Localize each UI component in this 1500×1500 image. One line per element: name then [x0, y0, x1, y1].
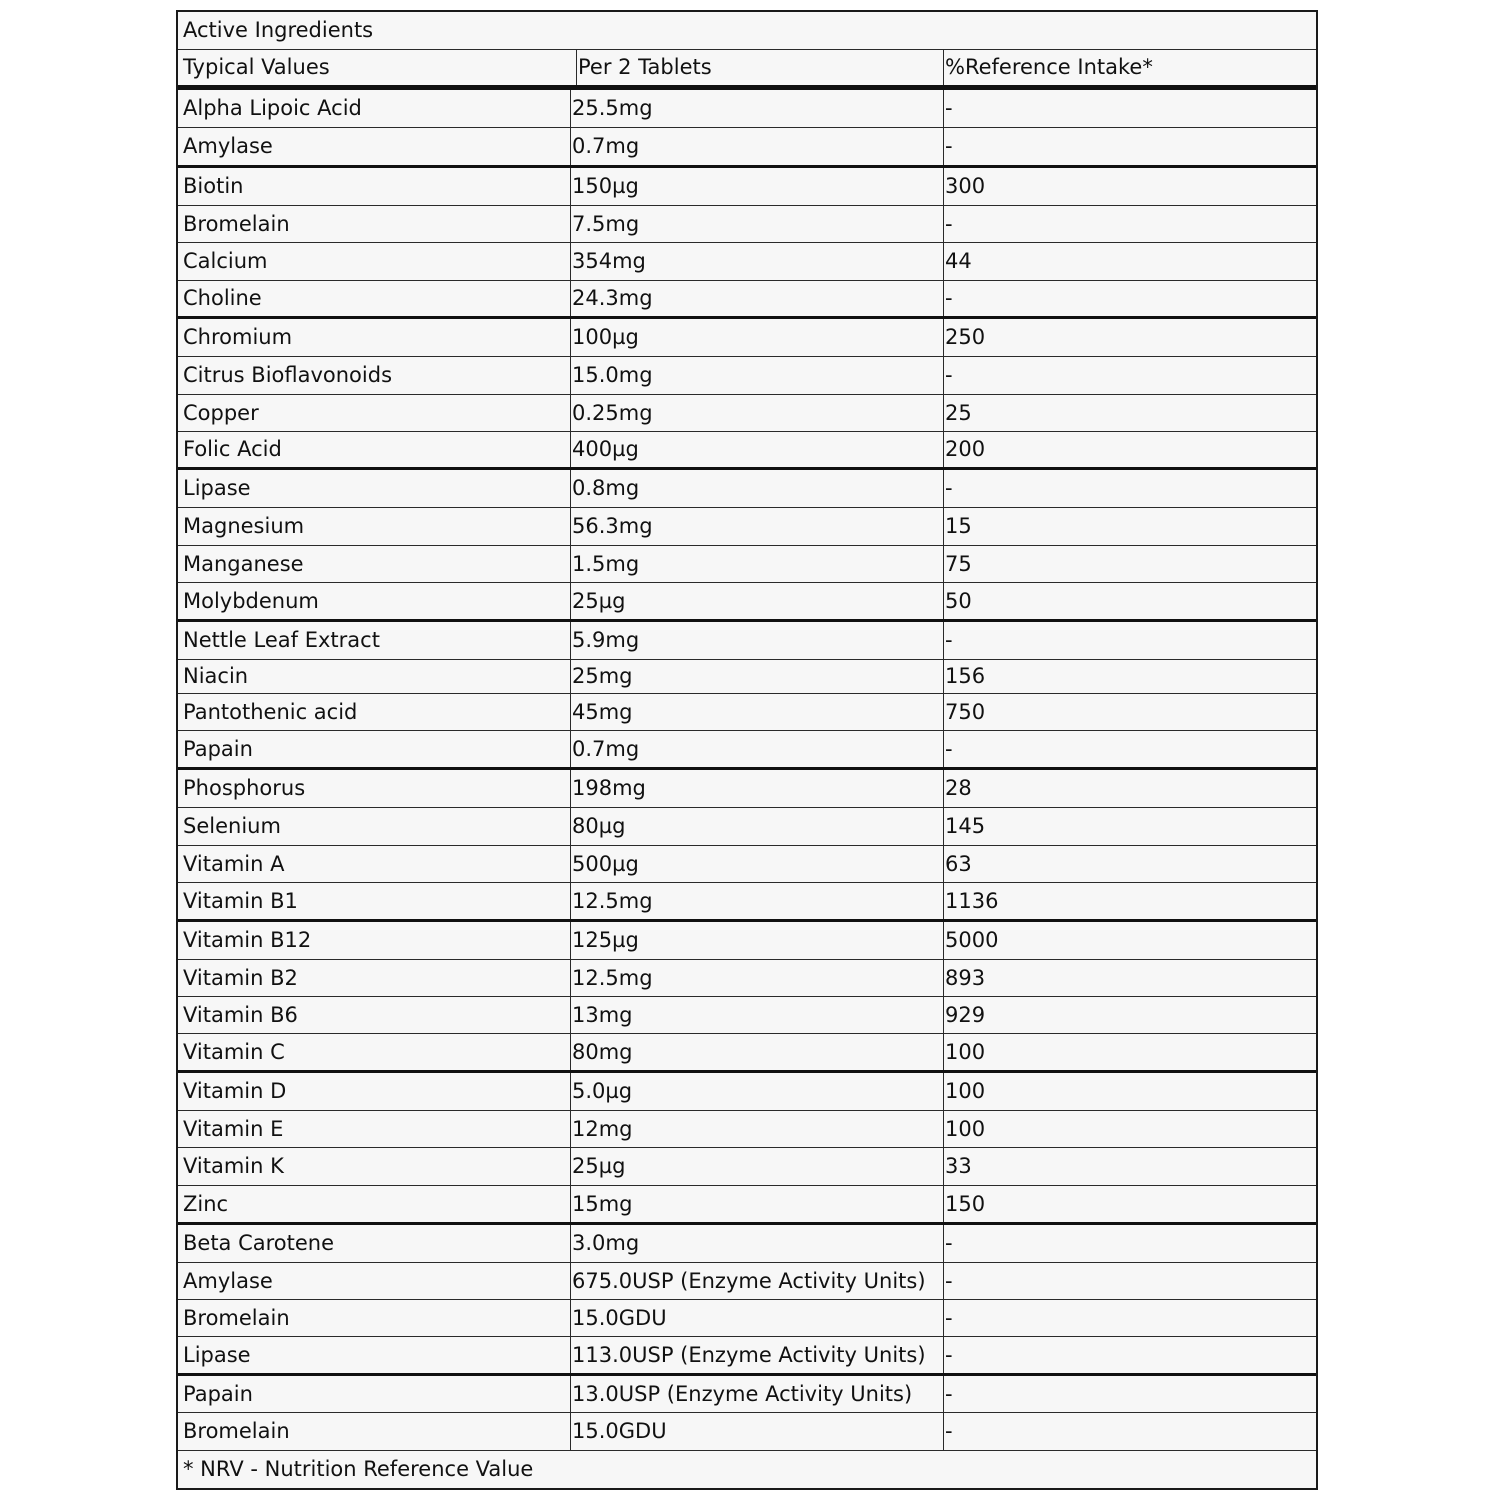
table-row	[178, 660, 1316, 694]
ingredient-name: Amylase	[178, 1263, 571, 1299]
ingredient-name: Nettle Leaf Extract	[178, 622, 571, 659]
ingredient-name: Niacin	[178, 660, 571, 693]
table-row	[178, 922, 1316, 960]
ingredient-reference-intake: 5000	[945, 928, 999, 952]
table-row	[178, 470, 1316, 508]
ingredient-reference-intake: -	[945, 211, 953, 236]
table-row	[178, 1073, 1316, 1111]
table-row	[178, 1413, 1316, 1451]
ingredient-amount: 400µg	[571, 432, 944, 467]
ingredient-reference-intake: 28	[945, 776, 972, 800]
ingredient-reference-intake: 929	[945, 1002, 986, 1027]
ingredient-amount: 12.5mg	[571, 883, 944, 919]
ingredient-amount: 125µg	[571, 922, 944, 959]
ingredient-reference-intake: -	[945, 286, 953, 310]
table-row	[178, 960, 1316, 997]
ingredient-amount: 500µg	[571, 846, 944, 882]
ingredient-reference-intake: -	[945, 1268, 953, 1293]
ingredient-amount: 15.0GDU	[571, 1413, 944, 1450]
table-row	[178, 90, 1316, 128]
ingredient-amount: 100µg	[571, 319, 944, 356]
ingredient-reference-intake: 100	[945, 1079, 986, 1103]
ingredient-reference-intake: -	[945, 736, 953, 761]
table-footnote: * NRV - Nutrition Reference Value	[183, 1457, 534, 1481]
ingredient-name: Vitamin C	[178, 1034, 571, 1070]
ingredient-reference-intake: -	[945, 363, 953, 387]
ingredient-reference-intake: -	[945, 1305, 953, 1330]
ingredient-amount: 5.9mg	[571, 622, 944, 659]
ingredient-amount: 24.3mg	[571, 281, 944, 316]
ingredient-reference-intake: -	[945, 628, 953, 652]
ingredient-name: Calcium	[178, 243, 571, 280]
ingredient-amount: 198mg	[571, 770, 944, 807]
table-row	[178, 432, 1316, 470]
ingredient-amount: 45mg	[571, 694, 944, 730]
table-row	[178, 243, 1316, 281]
ingredient-amount: 3.0mg	[571, 1225, 944, 1262]
ingredient-name: Copper	[178, 395, 571, 431]
ingredient-amount: 1.5mg	[571, 546, 944, 582]
table-row	[178, 997, 1316, 1034]
ingredient-reference-intake: -	[945, 134, 953, 158]
ingredient-amount: 675.0USP (Enzyme Activity Units)	[571, 1263, 944, 1299]
ingredient-name: Papain	[178, 1376, 571, 1412]
ingredient-name: Pantothenic acid	[178, 694, 571, 730]
ingredient-amount: 13mg	[571, 997, 944, 1033]
table-row	[178, 770, 1316, 808]
ingredient-name: Bromelain	[178, 1413, 571, 1450]
table-row	[178, 1148, 1316, 1186]
table-row	[178, 319, 1316, 357]
ingredient-amount: 15.0GDU	[571, 1300, 944, 1336]
nutrition-table	[176, 10, 1318, 1490]
ingredient-name: Choline	[178, 281, 571, 316]
ingredient-reference-intake: -	[945, 476, 953, 500]
ingredient-reference-intake: -	[945, 96, 953, 120]
ingredient-name: Manganese	[178, 546, 571, 582]
ingredient-amount: 113.0USP (Enzyme Activity Units)	[571, 1337, 944, 1373]
ingredient-name: Lipase	[178, 1337, 571, 1373]
ingredient-amount: 25µg	[571, 583, 944, 619]
ingredient-name: Vitamin B12	[178, 922, 571, 959]
ingredient-amount: 354mg	[571, 243, 944, 280]
ingredient-name: Selenium	[178, 808, 571, 845]
table-row	[178, 1337, 1316, 1376]
ingredient-amount: 25mg	[571, 660, 944, 693]
table-row	[178, 281, 1316, 319]
ingredient-reference-intake: 50	[945, 588, 972, 613]
table-row	[178, 508, 1316, 546]
ingredient-reference-intake: -	[945, 1342, 953, 1367]
ingredient-name: Lipase	[178, 470, 571, 507]
table-header-row	[178, 50, 1316, 90]
ingredient-reference-intake: 200	[945, 437, 986, 461]
ingredient-name: Amylase	[178, 128, 571, 165]
ingredient-name: Molybdenum	[178, 583, 571, 619]
ingredient-name: Vitamin K	[178, 1148, 571, 1185]
ingredient-amount: 0.7mg	[571, 128, 944, 165]
table-row	[178, 1186, 1316, 1225]
column-header-per-2-tablets: Per 2 Tablets	[577, 50, 944, 85]
ingredient-name: Chromium	[178, 319, 571, 356]
table-row	[178, 395, 1316, 432]
ingredient-amount: 7.5mg	[571, 206, 944, 242]
ingredient-amount: 5.0µg	[571, 1073, 944, 1110]
ingredient-amount: 80mg	[571, 1034, 944, 1070]
ingredient-reference-intake: -	[945, 1419, 953, 1443]
table-row	[178, 1376, 1316, 1413]
ingredient-name: Vitamin E	[178, 1111, 571, 1147]
table-row	[178, 1300, 1316, 1337]
column-header-reference-intake: %Reference Intake*	[945, 55, 1153, 79]
ingredient-reference-intake: 25	[945, 400, 972, 425]
table-row	[178, 694, 1316, 731]
ingredient-name: Beta Carotene	[178, 1225, 571, 1262]
ingredient-name: Alpha Lipoic Acid	[178, 90, 571, 127]
ingredient-reference-intake: 75	[945, 551, 972, 576]
ingredient-amount: 0.7mg	[571, 731, 944, 767]
table-row	[178, 1263, 1316, 1300]
ingredient-reference-intake: 150	[945, 1191, 986, 1216]
table-row	[178, 883, 1316, 922]
ingredient-reference-intake: 893	[945, 965, 986, 990]
ingredient-name: Zinc	[178, 1186, 571, 1222]
ingredient-amount: 25µg	[571, 1148, 944, 1185]
ingredient-amount: 0.8mg	[571, 470, 944, 507]
table-row	[178, 1034, 1316, 1073]
ingredient-reference-intake: -	[945, 1231, 953, 1255]
table-row	[178, 128, 1316, 168]
ingredient-reference-intake: 100	[945, 1039, 986, 1064]
table-row	[178, 808, 1316, 846]
table-row	[178, 1225, 1316, 1263]
table-row	[178, 846, 1316, 883]
ingredient-reference-intake: 15	[945, 514, 972, 538]
ingredient-name: Phosphorus	[178, 770, 571, 807]
ingredient-amount: 80µg	[571, 808, 944, 845]
table-row	[178, 168, 1316, 206]
ingredient-reference-intake: 300	[945, 174, 986, 198]
ingredient-name: Biotin	[178, 168, 571, 205]
table-row	[178, 731, 1316, 770]
ingredient-amount: 0.25mg	[571, 395, 944, 431]
ingredient-name: Bromelain	[178, 206, 571, 242]
ingredient-amount: 15mg	[571, 1186, 944, 1222]
ingredient-reference-intake: 44	[945, 249, 972, 273]
ingredient-reference-intake: 156	[945, 664, 986, 688]
ingredient-amount: 56.3mg	[571, 508, 944, 545]
table-row	[178, 583, 1316, 622]
ingredient-name: Folic Acid	[178, 432, 571, 467]
ingredient-name: Bromelain	[178, 1300, 571, 1336]
ingredient-amount: 12mg	[571, 1111, 944, 1147]
ingredient-reference-intake: 145	[945, 814, 986, 838]
ingredient-name: Papain	[178, 731, 571, 767]
table-row	[178, 206, 1316, 243]
ingredient-reference-intake: 100	[945, 1116, 986, 1141]
ingredient-amount: 150µg	[571, 168, 944, 205]
ingredient-amount: 13.0USP (Enzyme Activity Units)	[571, 1376, 944, 1412]
table-row	[178, 622, 1316, 660]
table-footnote-row	[178, 1451, 1316, 1488]
column-header-typical-values: Typical Values	[178, 50, 577, 85]
ingredient-amount: 15.0mg	[571, 357, 944, 394]
ingredient-name: Vitamin B6	[178, 997, 571, 1033]
ingredient-name: Magnesium	[178, 508, 571, 545]
ingredient-name: Vitamin B2	[178, 960, 571, 996]
ingredient-name: Vitamin B1	[178, 883, 571, 919]
ingredient-reference-intake: 63	[945, 851, 972, 876]
ingredient-reference-intake: -	[945, 1381, 953, 1406]
ingredient-name: Citrus Bioflavonoids	[178, 357, 571, 394]
ingredient-name: Vitamin A	[178, 846, 571, 882]
table-row	[178, 357, 1316, 395]
table-title-row	[178, 12, 1316, 50]
table-title: Active Ingredients	[183, 18, 374, 42]
ingredient-name: Vitamin D	[178, 1073, 571, 1110]
ingredient-reference-intake: 33	[945, 1154, 972, 1178]
ingredient-amount: 25.5mg	[571, 90, 944, 127]
ingredient-reference-intake: 250	[945, 325, 986, 349]
ingredient-amount: 12.5mg	[571, 960, 944, 996]
ingredient-reference-intake: 750	[945, 699, 986, 724]
table-row	[178, 1111, 1316, 1148]
table-row	[178, 546, 1316, 583]
ingredient-reference-intake: 1136	[945, 888, 999, 913]
